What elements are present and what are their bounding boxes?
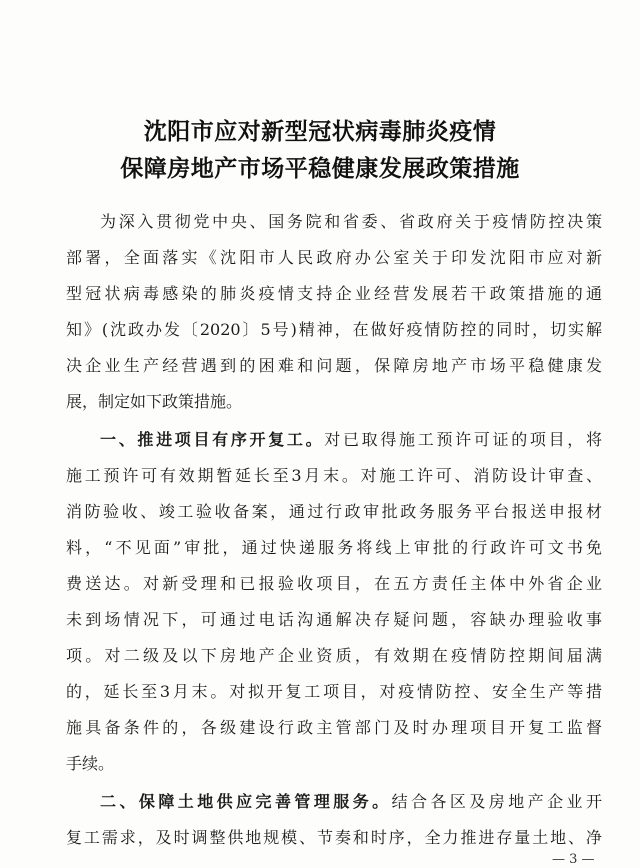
section-2-heading: 二、保障土地供应完善管理服务。 [100,792,392,811]
section-1-line: 料，“不见面”审批，通过快递服务将线上审批的行政许可文书免 [66,538,602,557]
intro-line: 型冠状病毒感染的肺炎疫情支持企业经营发展若干政策措施的通 [66,284,602,303]
document-title-line-1: 沈阳市应对新型冠状病毒肺炎疫情 [143,119,497,145]
section-1-line: 费送达。对新受理和已报验收项目，在五方责任主体中外省企业 [66,574,602,593]
intro-line: 为深入贯彻党中央、国务院和省委、省政府关于疫情防控决策 [100,212,602,231]
intro-line: 展，制定如下政策措施。 [66,392,243,411]
intro-line: 决企业生产经营遇到的困难和问题，保障房地产市场平稳健康发 [66,356,602,375]
section-1-heading: 一、推进项目有序开复工。 [100,430,325,449]
section-2-first-line [100,788,602,816]
section-2-line: 复工需求，及时调整供地规模、节奏和时序，全力推进存量土地、净 [66,828,602,847]
section-1-line: 未到场情况下，可通过电话沟通解决存疑问题，容缺办理验收事 [66,610,602,629]
intro-line: 知》(沈政办发〔2020〕5号)精神，在做好疫情防控的同时，切实解 [66,320,602,339]
section-1-first-line-text: 对已取得施工预许可证的项目，将 [324,430,602,449]
section-2-first-line-text: 结合各区及房地产企业开 [391,792,602,811]
section-1-line: 消防验收、竣工验收备案，通过行政审批政务服务平台报送申报材 [66,502,602,521]
section-1-line: 项。对二级及以下房地产企业资质，有效期在疫情防控期间届满 [66,646,602,665]
section-1-first-line [100,426,602,454]
section-1-line: 手续。 [66,754,115,773]
document-title-line-2: 保障房地产市场平稳健康发展政策措施 [120,156,520,182]
intro-line: 部署，全面落实《沈阳市人民政府办公室关于印发沈阳市应对新 [66,248,602,267]
section-1-line: 施具备条件的，各级建设行政主管部门及时办理项目开复工监督 [66,718,602,737]
section-1-line: 的，延长至3月末。对拟开复工项目，对疫情防控、安全生产等措 [66,682,602,701]
section-1-line: 施工预许可有效期暂延长至3月末。对施工许可、消防设计审查、 [66,466,602,485]
page-number: — 3 — [552,852,595,867]
